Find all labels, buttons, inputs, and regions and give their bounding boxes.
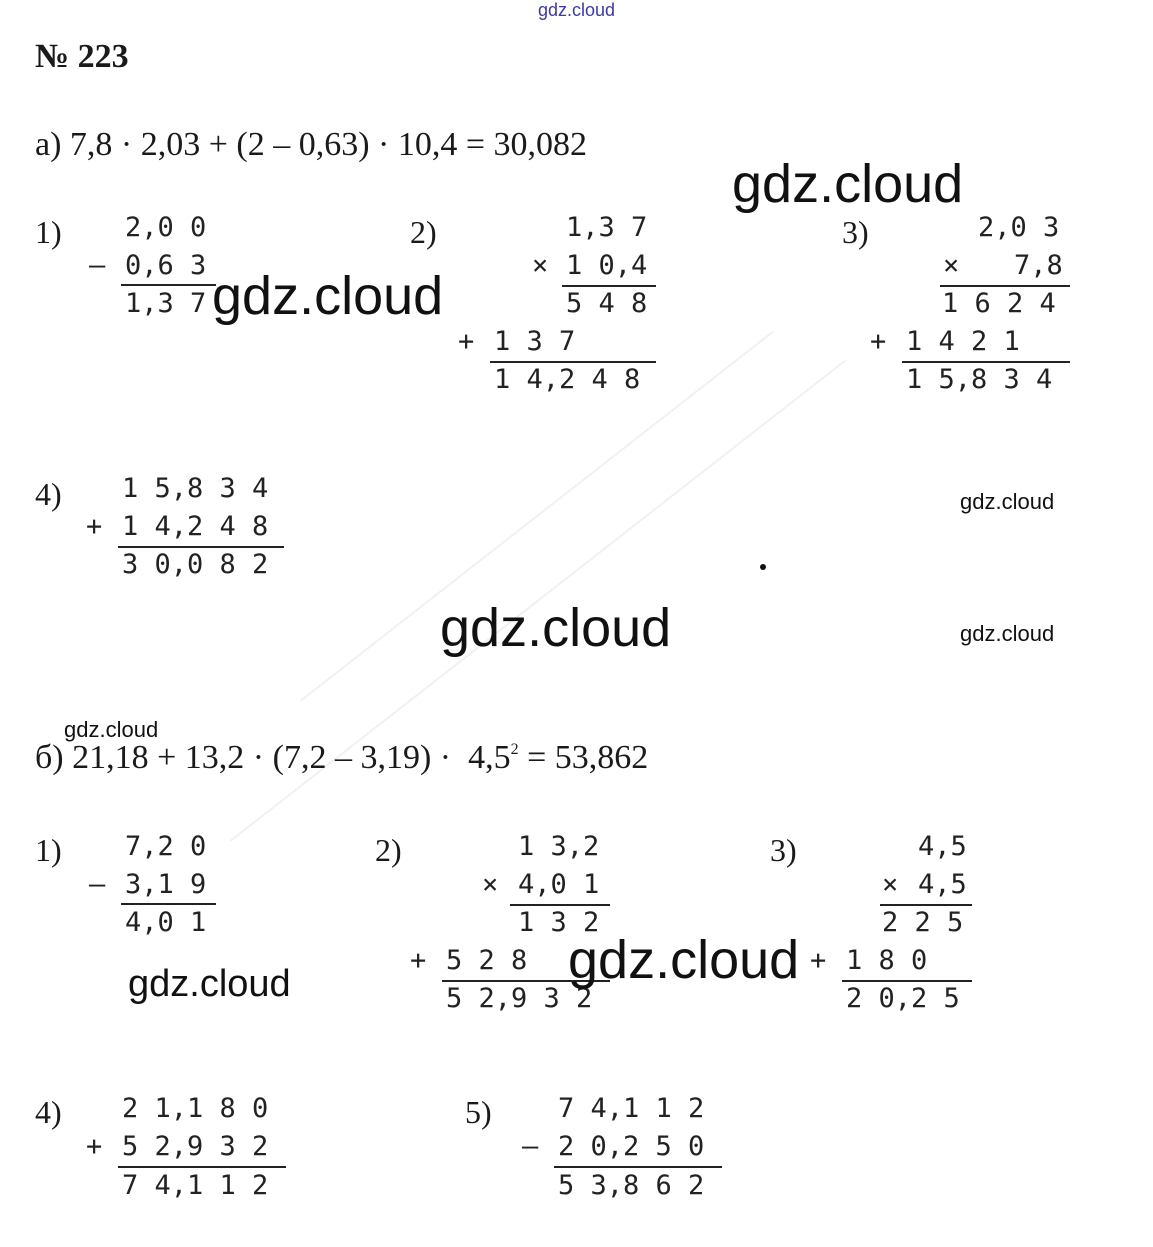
watermark-top: gdz.cloud bbox=[538, 0, 616, 20]
equation-b bbox=[35, 739, 648, 777]
partial-product-2: 1 4 2 1 bbox=[906, 326, 1020, 357]
partial-product-1: 2 2 5 bbox=[882, 907, 964, 938]
equation-b-exponent: 2 bbox=[510, 741, 519, 758]
stray-dot bbox=[760, 564, 766, 570]
partial-product-2: 5 2 8 bbox=[446, 945, 528, 976]
watermark: gdz.cloud bbox=[64, 717, 159, 742]
factor-1: 1,3 7 bbox=[566, 212, 648, 243]
plus-operator: + bbox=[86, 511, 103, 542]
step-label: 5) bbox=[465, 1094, 492, 1130]
product: 1 4,2 4 8 bbox=[494, 364, 641, 395]
partial-product-1: 5 4 8 bbox=[566, 288, 648, 319]
subtrahend: 2 0,2 5 0 bbox=[558, 1131, 705, 1162]
addend-2: 5 2,9 3 2 bbox=[122, 1131, 269, 1162]
factor-2: 4,0 1 bbox=[518, 869, 600, 900]
plus-operator: + bbox=[86, 1131, 103, 1162]
factor-2: 1 0,4 bbox=[566, 250, 648, 281]
partial-product-2: 1 8 0 bbox=[846, 945, 928, 976]
product: 5 2,9 3 2 bbox=[446, 983, 593, 1014]
equation-b-main: б) 21,18 + 13,2 · (7,2 – 3,19) · 4,5 bbox=[35, 739, 511, 776]
factor-2: 4,5 bbox=[918, 869, 967, 900]
times-operator: × bbox=[943, 250, 960, 281]
minuend: 7 4,1 1 2 bbox=[558, 1093, 705, 1124]
partial-product-2: 1 3 7 bbox=[494, 326, 576, 357]
problem-title: № 223 bbox=[35, 38, 129, 75]
step-label: 3) bbox=[770, 832, 797, 868]
product: 2 0,2 5 bbox=[846, 983, 960, 1014]
factor-2: 7,8 bbox=[1014, 250, 1063, 281]
difference: 1,3 7 bbox=[125, 288, 207, 319]
minus-operator: – bbox=[89, 250, 106, 281]
plus-operator: + bbox=[810, 945, 827, 976]
minuend: 7,2 0 bbox=[125, 831, 207, 862]
factor-1: 4,5 bbox=[918, 831, 967, 862]
subtrahend: 0,6 3 bbox=[125, 250, 207, 281]
minus-operator: – bbox=[89, 869, 106, 900]
watermark: gdz.cloud bbox=[960, 621, 1055, 646]
step-label: 4) bbox=[35, 476, 62, 512]
step-label: 4) bbox=[35, 1094, 62, 1130]
step-label: 3) bbox=[842, 214, 869, 250]
factor-1: 1 3,2 bbox=[518, 831, 600, 862]
watermark: gdz.cloud bbox=[568, 930, 800, 990]
times-operator: × bbox=[532, 250, 549, 281]
times-operator: × bbox=[482, 869, 499, 900]
sum: 3 0,0 8 2 bbox=[122, 549, 269, 580]
watermark: gdz.cloud bbox=[128, 963, 291, 1005]
step-label: 2) bbox=[410, 214, 437, 250]
sum: 7 4,1 1 2 bbox=[122, 1170, 269, 1201]
partial-product-1: 1 3 2 bbox=[518, 907, 600, 938]
product: 1 5,8 3 4 bbox=[906, 364, 1053, 395]
difference: 4,0 1 bbox=[125, 907, 207, 938]
minus-operator: – bbox=[522, 1131, 539, 1162]
watermark: gdz.cloud bbox=[440, 598, 672, 658]
watermark: gdz.cloud bbox=[732, 154, 964, 214]
addend-2: 1 4,2 4 8 bbox=[122, 511, 269, 542]
times-operator: × bbox=[882, 869, 899, 900]
subtrahend: 3,1 9 bbox=[125, 869, 207, 900]
factor-1: 2,0 3 bbox=[978, 212, 1060, 243]
minuend: 2,0 0 bbox=[125, 212, 207, 243]
equation-a: а) 7,8 · 2,03 + (2 – 0,63) · 10,4 = 30,082 bbox=[35, 126, 588, 163]
equation-b-result: = 53,862 bbox=[518, 739, 649, 776]
partial-product-1: 1 6 2 4 bbox=[942, 288, 1056, 319]
difference: 5 3,8 6 2 bbox=[558, 1170, 705, 1201]
plus-operator: + bbox=[870, 326, 887, 357]
step-label: 1) bbox=[35, 832, 62, 868]
step-label: 2) bbox=[375, 832, 402, 868]
plus-operator: + bbox=[458, 326, 475, 357]
plus-operator: + bbox=[410, 945, 427, 976]
watermark: gdz.cloud bbox=[960, 489, 1055, 514]
watermark: gdz.cloud bbox=[212, 266, 444, 326]
addend-1: 1 5,8 3 4 bbox=[122, 473, 269, 504]
addend-1: 2 1,1 8 0 bbox=[122, 1093, 269, 1124]
step-label: 1) bbox=[35, 214, 62, 250]
